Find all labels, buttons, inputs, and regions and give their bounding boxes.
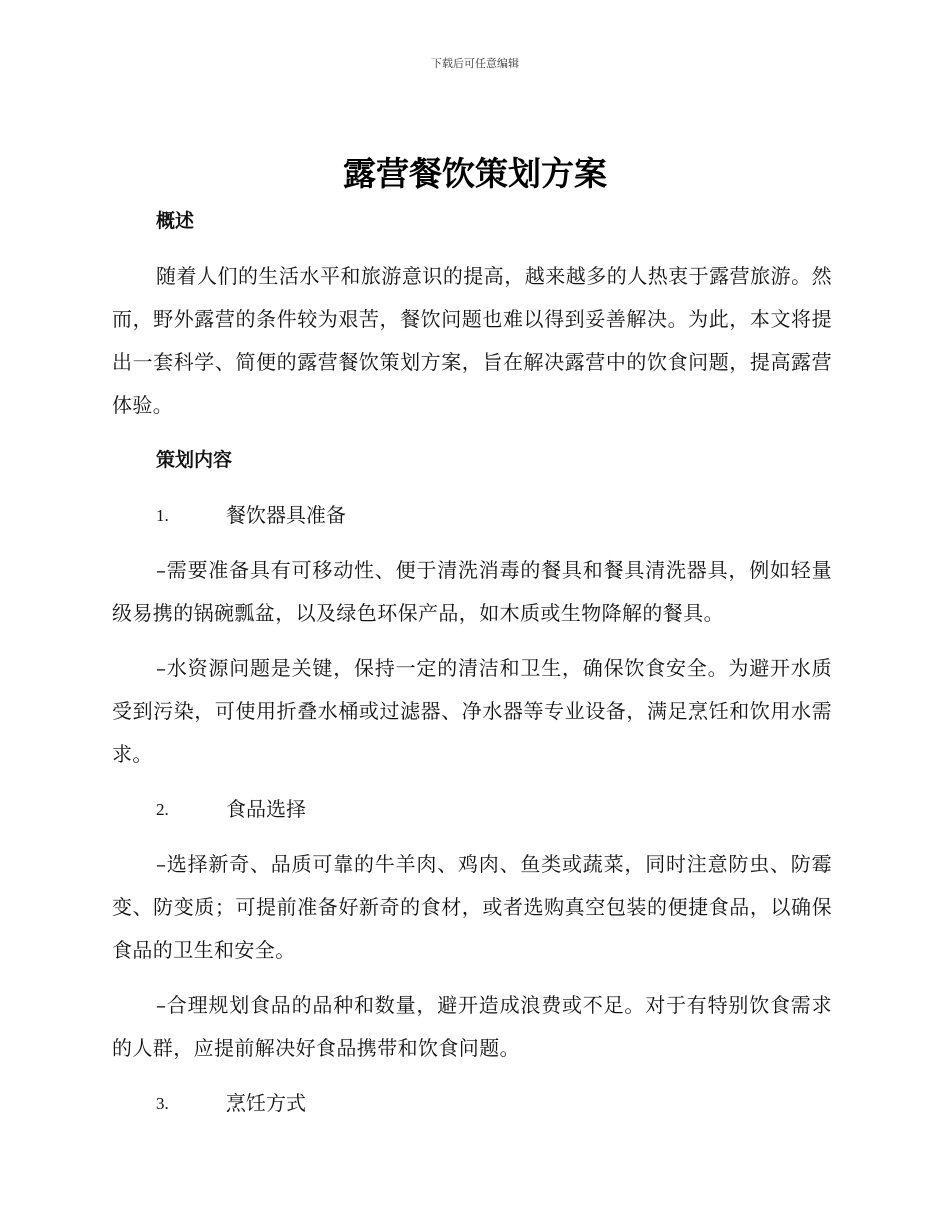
- item-label: 食品选择: [226, 797, 306, 821]
- item-point: –选择新奇、品质可靠的牛羊肉、鸡肉、鱼类或蔬菜，同时注意防虫、防霉变、防变质；可提前准备好新奇的食材，或者选购真空包装的便捷食品，以确保食品的卫生和安全。: [112, 852, 832, 962]
- section-heading-overview: 概述: [156, 210, 195, 232]
- list-item-1: [112, 494, 832, 537]
- item-point: –水资源问题是关键，保持一定的清洁和卫生，确保饮食安全。为避开水质受到污染，可使用折叠水桶或过滤器、净水器等专业设备，满足烹饪和饮用水需求。: [112, 656, 832, 766]
- header-note: 下载后可任意编辑: [431, 57, 519, 70]
- item-label: 烹饪方式: [226, 1091, 306, 1115]
- list-item-3: [112, 1082, 832, 1125]
- item-label: 餐饮器具准备: [226, 503, 346, 527]
- document-body: [112, 200, 832, 1125]
- item-number: 1.: [156, 506, 169, 525]
- list-item-2: [112, 788, 832, 831]
- item-point: –需要准备具有可移动性、便于清洗消毒的餐具和餐具清洗器具，例如轻量级易携的锅碗瓢盆，以及绿色环保产品，如木质或生物降解的餐具。: [112, 558, 832, 625]
- item-point: –合理规划食品的品种和数量，避开造成浪费或不足。对于有特别饮食需求的人群，应提前解决好食品携带和饮食问题。: [112, 993, 832, 1060]
- overview-paragraph: 随着人们的生活水平和旅游意识的提高，越来越多的人热衷于露营旅游。然而，野外露营的条件较为艰苦，餐饮问题也难以得到妥善解决。为此，本文将提出一套科学、简便的露营餐饮策划方案，旨在解决露营中的饮食问题，提高露营体验。: [112, 264, 832, 417]
- section-heading-plan: 策划内容: [156, 449, 233, 471]
- page-title: 露营餐饮策划方案: [343, 154, 607, 193]
- item-number: 2.: [156, 800, 169, 819]
- item-number: 3.: [156, 1094, 169, 1113]
